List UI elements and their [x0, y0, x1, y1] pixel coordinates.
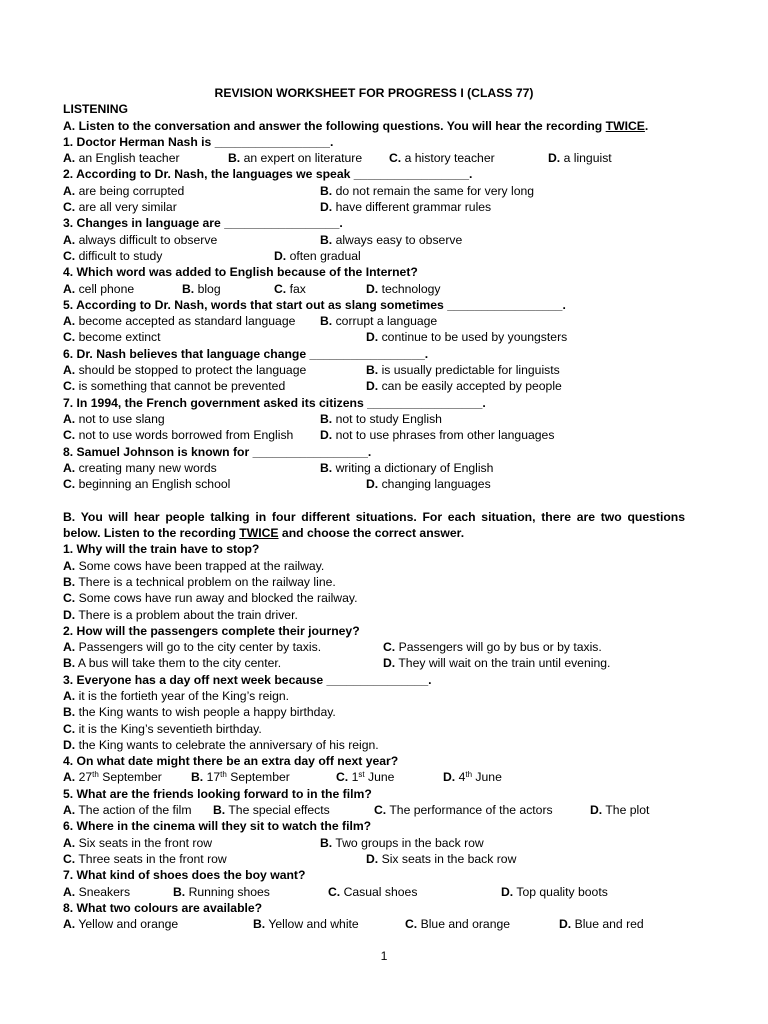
option-a: A. should be stopped to protect the language	[63, 363, 307, 378]
option-c: C. are all very similar	[63, 200, 177, 215]
option-b: B. always easy to observe	[320, 232, 463, 247]
options-row	[63, 329, 685, 345]
option-d: D. The plot	[590, 803, 650, 818]
option-b: B. not to study English	[320, 411, 442, 426]
question-b3: 3. Everyone has a day off next week because _______________.	[63, 672, 432, 687]
option-d: D. have different grammar rules	[320, 200, 492, 215]
option-c: C. The performance of the actors	[374, 803, 553, 818]
question-a6: 6. Dr. Nash believes that language change _________________.	[63, 346, 429, 361]
options-row	[63, 835, 685, 851]
option-a: A. cell phone	[63, 281, 135, 296]
option-c: C. Blue and orange	[405, 917, 511, 932]
option-c: C. Some cows have run away and blocked the railway.	[63, 591, 358, 606]
option-a: A. always difficult to observe	[63, 232, 218, 247]
option-b: B. A bus will take them to the city center.	[63, 656, 282, 671]
option-c: C. become extinct	[63, 330, 161, 345]
page-title: REVISION WORKSHEET FOR PROGRESS I (CLASS 77)	[214, 86, 534, 100]
options-row	[63, 884, 685, 900]
option-a: A. Six seats in the front row	[63, 835, 213, 850]
options-row	[63, 411, 685, 427]
option-d: D. There is a problem about the train driver.	[63, 607, 298, 622]
option-d: D. Six seats in the back row	[366, 851, 517, 866]
question-b8: 8. What two colours are available?	[63, 900, 263, 915]
option-b: B. 17th September	[191, 770, 290, 785]
option-a: A. become accepted as standard language	[63, 314, 296, 329]
option-d: D. a linguist	[548, 151, 612, 166]
option-d: D. Top quality boots	[501, 884, 608, 899]
options-row	[63, 150, 685, 166]
option-a: A. Yellow and orange	[63, 917, 179, 932]
option-d: D. continue to be used by youngsters	[366, 330, 568, 345]
option-a: A. creating many new words	[63, 460, 217, 475]
option-b: B. Two groups in the back row	[320, 835, 484, 850]
option-b: B. Yellow and white	[253, 917, 359, 932]
option-a: A. are being corrupted	[63, 183, 185, 198]
options-row	[63, 802, 685, 818]
option-c: C. Passengers will go by bus or by taxis.	[383, 640, 602, 655]
question-a4: 4. Which word was added to English because of the Internet?	[63, 265, 418, 280]
option-b: B. do not remain the same for very long	[320, 183, 535, 198]
option-b: B. The special effects	[213, 803, 330, 818]
options-row	[63, 769, 685, 785]
section-heading: LISTENING	[63, 102, 129, 117]
option-a: A. not to use slang	[63, 411, 165, 426]
options-row	[63, 639, 685, 655]
options-row	[63, 232, 685, 248]
options-row	[63, 313, 685, 329]
option-c: C. fax	[274, 281, 306, 296]
option-a: A. 27th September	[63, 770, 162, 785]
question-a8: 8. Samuel Johnson is known for _________________.	[63, 444, 372, 459]
option-c: C. beginning an English school	[63, 477, 231, 492]
option-a: A. it is the fortieth year of the King’s reign.	[63, 688, 290, 703]
options-row	[63, 460, 685, 476]
option-d: D. 4th June	[443, 770, 502, 785]
options-row	[63, 655, 685, 671]
worksheet-page	[63, 85, 685, 932]
options-row	[63, 916, 685, 932]
question-b4: 4. On what date might there be an extra day off next year?	[63, 754, 399, 769]
option-d: D. not to use phrases from other languages	[320, 428, 555, 443]
question-b2: 2. How will the passengers complete their journey?	[63, 623, 360, 638]
question-b5: 5. What are the friends looking forward to in the film?	[63, 786, 372, 801]
options-row	[63, 476, 685, 492]
question-b7: 7. What kind of shoes does the boy want?	[63, 868, 306, 883]
question-b6: 6. Where in the cinema will they sit to watch the film?	[63, 819, 372, 834]
options-row	[63, 183, 685, 199]
part-b-instructions-line2: below. Listen to the recording TWICE and choose the correct answer.	[63, 526, 465, 541]
options-row	[63, 851, 685, 867]
question-a1: 1. Doctor Herman Nash is _________________.	[63, 134, 334, 149]
option-d: D. often gradual	[274, 248, 361, 263]
options-row	[63, 378, 685, 394]
option-b: B. is usually predictable for linguists	[366, 363, 560, 378]
option-b: B. the King wants to wish people a happy birthday.	[63, 705, 336, 720]
option-b: B. There is a technical problem on the railway line.	[63, 574, 336, 589]
option-c: C. it is the King’s seventieth birthday.	[63, 721, 262, 736]
option-b: B. Running shoes	[173, 884, 270, 899]
option-c: C. Casual shoes	[328, 884, 418, 899]
options-row	[63, 199, 685, 215]
option-d: D. changing languages	[366, 477, 491, 492]
question-b1: 1. Why will the train have to stop?	[63, 542, 260, 557]
part-b-instructions-line1: B. You will hear people talking in four different situations. For each situation, there are two questions	[63, 509, 685, 524]
part-a-instructions: A. Listen to the conversation and answer the following questions. You will hear the recording TWICE.	[63, 118, 649, 133]
option-c: C. 1st June	[336, 770, 395, 785]
option-c: C. a history teacher	[389, 151, 495, 166]
option-d: D. can be easily accepted by people	[366, 379, 562, 394]
option-c: C. difficult to study	[63, 248, 163, 263]
option-b: B. an expert on literature	[228, 151, 363, 166]
option-b: B. corrupt a language	[320, 314, 438, 329]
option-c: C. is something that cannot be prevented	[63, 379, 286, 394]
option-a: A. The action of the film	[63, 803, 192, 818]
options-row	[63, 281, 685, 297]
options-row	[63, 248, 685, 264]
question-a5: 5. According to Dr. Nash, words that start out as slang sometimes _________________.	[63, 297, 566, 312]
option-b: B. writing a dictionary of English	[320, 460, 494, 475]
option-c: C. Three seats in the front row	[63, 851, 227, 866]
option-a: A. Sneakers	[63, 884, 131, 899]
option-b: B. blog	[182, 281, 221, 296]
question-a7: 7. In 1994, the French government asked its citizens _________________.	[63, 395, 486, 410]
option-d: D. technology	[366, 281, 441, 296]
spacer	[63, 492, 685, 508]
page-number: 1	[380, 949, 388, 963]
option-c: C. not to use words borrowed from English	[63, 428, 294, 443]
option-d: D. They will wait on the train until evening.	[383, 656, 611, 671]
question-a2: 2. According to Dr. Nash, the languages we speak _________________.	[63, 167, 473, 182]
option-a: A. Some cows have been trapped at the railway.	[63, 558, 325, 573]
option-d: D. the King wants to celebrate the anniversary of his reign.	[63, 737, 379, 752]
options-row	[63, 362, 685, 378]
question-a3: 3. Changes in language are _________________.	[63, 216, 343, 231]
option-a: A. Passengers will go to the city center by taxis.	[63, 640, 322, 655]
option-d: D. Blue and red	[559, 917, 644, 932]
options-row	[63, 427, 685, 443]
option-a: A. an English teacher	[63, 151, 180, 166]
